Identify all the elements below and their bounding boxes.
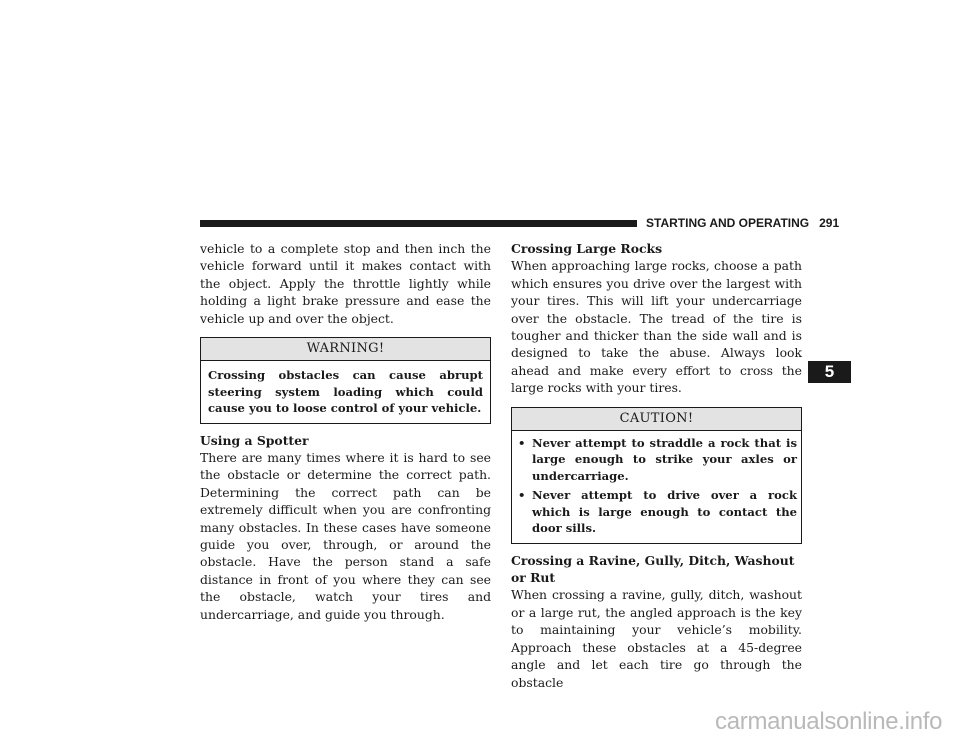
spotter-heading: Using a Spotter bbox=[200, 432, 309, 448]
right-column bbox=[511, 240, 802, 691]
left-column bbox=[200, 240, 491, 623]
warning-title: WARNING! bbox=[201, 338, 490, 361]
rocks-paragraph: When approaching large rocks, choose a path which ensures you drive over the largest with your tires. This will lift your undercarriage over the obstacle. The tread of the tire is tougher and thicker than the side wall and is designed to take the abuse. Always look ahead and make every effort to cross the large rocks with your tires. bbox=[511, 258, 802, 396]
page-number: 291 bbox=[819, 216, 840, 230]
caution-list bbox=[512, 431, 801, 543]
header-rule bbox=[200, 220, 637, 227]
caution-box bbox=[511, 407, 802, 544]
ravine-heading: Crossing a Ravine, Gully, Ditch, Washout or Rut bbox=[511, 552, 795, 586]
running-header bbox=[646, 214, 839, 232]
warning-box bbox=[200, 337, 491, 424]
watermark: carmanualsonline.info bbox=[715, 708, 943, 735]
caution-item bbox=[516, 435, 797, 485]
ravine-paragraph: When crossing a ravine, gully, ditch, washout or a large rut, the angled approach is the key to maintaining your vehicle’s mobility. Approach these obstacles at a 45-degree angle and let each tire go through the obstacle bbox=[511, 587, 802, 690]
section-title: STARTING AND OPERATING bbox=[646, 216, 810, 230]
intro-paragraph: vehicle to a complete stop and then inch the vehicle forward until it makes contact with the object. Apply the throttle lightly while holding a light brake pressure and ease the vehicle up and over the object. bbox=[200, 241, 491, 326]
caution-title: CAUTION! bbox=[512, 408, 801, 431]
caution-item-text: Never attempt to drive over a rock which is large enough to contact the door sills. bbox=[532, 488, 797, 536]
rocks-heading: Crossing Large Rocks bbox=[511, 241, 663, 256]
warning-text: Crossing obstacles can cause abrupt steering system loading which could cause you to loose control of your vehicle. bbox=[208, 368, 483, 416]
section-tab: 5 bbox=[808, 361, 851, 383]
caution-item-text: Never attempt to straddle a rock that is large enough to strike your axles or undercarriage. bbox=[532, 435, 797, 483]
spotter-paragraph: There are many times where it is hard to see the obstacle or determine the correct path. Determining the correct path can be extremely difficult when you are confronting many obstacles. In these cases have someone guide you over, through, or around the obstacle. Have the person stand a safe distance in front of you where they can see the obstacle, watch your tires and undercarriage, and guide you through. bbox=[200, 449, 491, 622]
caution-item bbox=[516, 487, 797, 537]
bullet-icon: • bbox=[518, 488, 526, 503]
bullet-icon: • bbox=[518, 435, 526, 450]
